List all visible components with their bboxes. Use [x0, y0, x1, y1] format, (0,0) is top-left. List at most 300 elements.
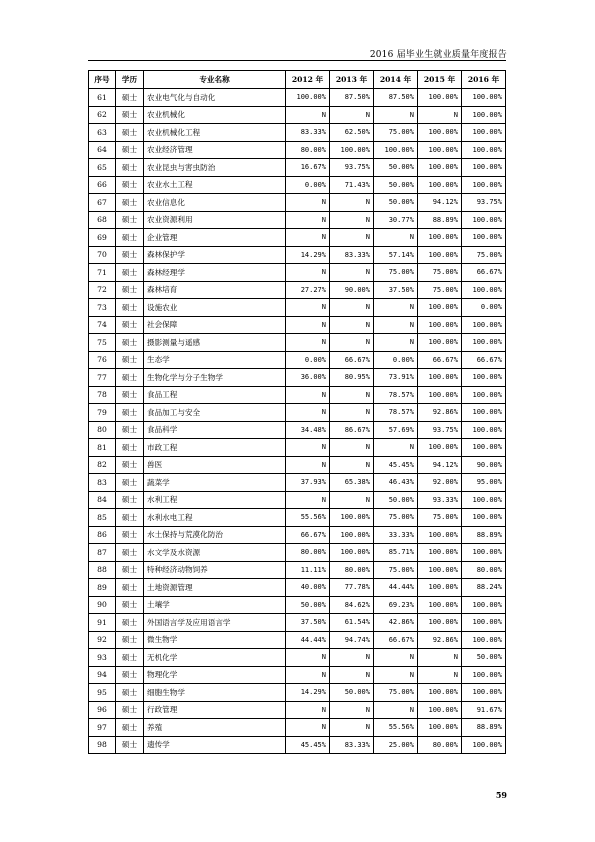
- rate-2016-cell: 100.00%: [462, 229, 506, 247]
- major-name-cell: 市政工程: [144, 439, 286, 457]
- rate-2016-cell: 100.00%: [462, 421, 506, 439]
- major-name-cell: 农业水土工程: [144, 176, 286, 194]
- rate-2013-cell: 100.00%: [330, 509, 374, 527]
- rate-2012-cell: N: [286, 316, 330, 334]
- rate-2012-cell: N: [286, 701, 330, 719]
- table-row: [89, 649, 506, 667]
- degree-cell: 硕士: [116, 211, 144, 229]
- rate-2012-cell: 34.48%: [286, 421, 330, 439]
- rate-2016-cell: 100.00%: [462, 159, 506, 177]
- rate-2014-cell: 50.00%: [374, 491, 418, 509]
- column-header: 2013 年: [330, 71, 374, 89]
- table-row: [89, 614, 506, 632]
- rate-2012-cell: N: [286, 194, 330, 212]
- table-row: [89, 561, 506, 579]
- rate-2013-cell: 100.00%: [330, 526, 374, 544]
- rate-2015-cell: 100.00%: [418, 141, 462, 159]
- rate-2012-cell: N: [286, 404, 330, 422]
- rate-2013-cell: N: [330, 649, 374, 667]
- degree-cell: 硕士: [116, 544, 144, 562]
- major-name-cell: 农业资源利用: [144, 211, 286, 229]
- row-index-cell: 88: [89, 561, 116, 579]
- rate-2015-cell: 92.00%: [418, 474, 462, 492]
- row-index-cell: 67: [89, 194, 116, 212]
- rate-2013-cell: 62.50%: [330, 124, 374, 142]
- major-name-cell: 水文学及水资源: [144, 544, 286, 562]
- rate-2016-cell: 100.00%: [462, 141, 506, 159]
- major-name-cell: 兽医: [144, 456, 286, 474]
- rate-2014-cell: 75.00%: [374, 509, 418, 527]
- major-name-cell: 食品加工与安全: [144, 404, 286, 422]
- rate-2012-cell: N: [286, 229, 330, 247]
- rate-2016-cell: 100.00%: [462, 736, 506, 754]
- table-row: [89, 264, 506, 282]
- rate-2014-cell: 50.00%: [374, 194, 418, 212]
- major-name-cell: 行政管理: [144, 701, 286, 719]
- major-name-cell: 农业电气化与自动化: [144, 89, 286, 107]
- rate-2013-cell: N: [330, 404, 374, 422]
- rate-2013-cell: N: [330, 264, 374, 282]
- rate-2013-cell: 50.00%: [330, 684, 374, 702]
- rate-2016-cell: 75.00%: [462, 246, 506, 264]
- rate-2013-cell: 65.38%: [330, 474, 374, 492]
- rate-2014-cell: N: [374, 316, 418, 334]
- rate-2012-cell: N: [286, 106, 330, 124]
- rate-2016-cell: 0.00%: [462, 299, 506, 317]
- degree-cell: 硕士: [116, 386, 144, 404]
- degree-cell: 硕士: [116, 474, 144, 492]
- degree-cell: 硕士: [116, 631, 144, 649]
- rate-2014-cell: 100.00%: [374, 141, 418, 159]
- rate-2016-cell: 100.00%: [462, 369, 506, 387]
- rate-2015-cell: 100.00%: [418, 684, 462, 702]
- table-row: [89, 351, 506, 369]
- table-row: [89, 369, 506, 387]
- rate-2016-cell: 100.00%: [462, 596, 506, 614]
- degree-cell: 硕士: [116, 159, 144, 177]
- rate-2015-cell: 93.75%: [418, 421, 462, 439]
- rate-2015-cell: 66.67%: [418, 351, 462, 369]
- rate-2013-cell: 94.74%: [330, 631, 374, 649]
- row-index-cell: 81: [89, 439, 116, 457]
- rate-2013-cell: 87.50%: [330, 89, 374, 107]
- table-row: [89, 229, 506, 247]
- rate-2015-cell: 100.00%: [418, 386, 462, 404]
- rate-2016-cell: 88.89%: [462, 526, 506, 544]
- rate-2015-cell: 94.12%: [418, 456, 462, 474]
- table-row: [89, 456, 506, 474]
- rate-2016-cell: 100.00%: [462, 316, 506, 334]
- rate-2015-cell: 75.00%: [418, 281, 462, 299]
- degree-cell: 硕士: [116, 124, 144, 142]
- row-index-cell: 98: [89, 736, 116, 754]
- rate-2014-cell: 57.14%: [374, 246, 418, 264]
- rate-2014-cell: 75.00%: [374, 684, 418, 702]
- rate-2015-cell: 100.00%: [418, 526, 462, 544]
- rate-2014-cell: 30.77%: [374, 211, 418, 229]
- degree-cell: 硕士: [116, 264, 144, 282]
- rate-2012-cell: 55.56%: [286, 509, 330, 527]
- table-body: [89, 89, 506, 754]
- rate-2013-cell: N: [330, 439, 374, 457]
- column-header: 序号: [89, 71, 116, 89]
- row-index-cell: 64: [89, 141, 116, 159]
- rate-2012-cell: N: [286, 439, 330, 457]
- major-name-cell: 摄影测量与遥感: [144, 334, 286, 352]
- rate-2015-cell: 100.00%: [418, 561, 462, 579]
- row-index-cell: 97: [89, 719, 116, 737]
- table-row: [89, 596, 506, 614]
- rate-2012-cell: 37.93%: [286, 474, 330, 492]
- rate-2012-cell: N: [286, 386, 330, 404]
- rate-2013-cell: 100.00%: [330, 544, 374, 562]
- rate-2016-cell: 93.75%: [462, 194, 506, 212]
- table-row: [89, 141, 506, 159]
- rate-2012-cell: 66.67%: [286, 526, 330, 544]
- table-row: [89, 509, 506, 527]
- rate-2015-cell: 100.00%: [418, 299, 462, 317]
- rate-2013-cell: N: [330, 211, 374, 229]
- major-name-cell: 食品工程: [144, 386, 286, 404]
- employment-rate-table: [88, 70, 506, 754]
- rate-2013-cell: 80.00%: [330, 561, 374, 579]
- row-index-cell: 65: [89, 159, 116, 177]
- rate-2013-cell: 93.75%: [330, 159, 374, 177]
- table-row: [89, 666, 506, 684]
- rate-2015-cell: 94.12%: [418, 194, 462, 212]
- rate-2013-cell: 100.00%: [330, 141, 374, 159]
- degree-cell: 硕士: [116, 404, 144, 422]
- degree-cell: 硕士: [116, 421, 144, 439]
- rate-2014-cell: N: [374, 229, 418, 247]
- rate-2012-cell: 40.00%: [286, 579, 330, 597]
- rate-2015-cell: 100.00%: [418, 369, 462, 387]
- rate-2015-cell: 92.86%: [418, 631, 462, 649]
- degree-cell: 硕士: [116, 89, 144, 107]
- rate-2016-cell: 100.00%: [462, 211, 506, 229]
- rate-2012-cell: N: [286, 264, 330, 282]
- column-header: 2014 年: [374, 71, 418, 89]
- row-index-cell: 85: [89, 509, 116, 527]
- row-index-cell: 62: [89, 106, 116, 124]
- rate-2013-cell: 90.00%: [330, 281, 374, 299]
- degree-cell: 硕士: [116, 491, 144, 509]
- rate-2016-cell: 100.00%: [462, 106, 506, 124]
- degree-cell: 硕士: [116, 246, 144, 264]
- major-name-cell: 微生物学: [144, 631, 286, 649]
- rate-2015-cell: 100.00%: [418, 701, 462, 719]
- row-index-cell: 63: [89, 124, 116, 142]
- row-index-cell: 76: [89, 351, 116, 369]
- row-index-cell: 90: [89, 596, 116, 614]
- rate-2014-cell: 50.00%: [374, 159, 418, 177]
- major-name-cell: 水土保持与荒漠化防治: [144, 526, 286, 544]
- table-row: [89, 631, 506, 649]
- major-name-cell: 农业机械化工程: [144, 124, 286, 142]
- row-index-cell: 94: [89, 666, 116, 684]
- major-name-cell: 企业管理: [144, 229, 286, 247]
- table-row: [89, 176, 506, 194]
- rate-2016-cell: 88.89%: [462, 719, 506, 737]
- rate-2012-cell: 27.27%: [286, 281, 330, 299]
- rate-2016-cell: 95.00%: [462, 474, 506, 492]
- table-row: [89, 421, 506, 439]
- rate-2012-cell: 37.50%: [286, 614, 330, 632]
- degree-cell: 硕士: [116, 334, 144, 352]
- rate-2012-cell: 0.00%: [286, 351, 330, 369]
- rate-2014-cell: 69.23%: [374, 596, 418, 614]
- major-name-cell: 食品科学: [144, 421, 286, 439]
- degree-cell: 硕士: [116, 579, 144, 597]
- rate-2015-cell: N: [418, 649, 462, 667]
- degree-cell: 硕士: [116, 456, 144, 474]
- major-name-cell: 无机化学: [144, 649, 286, 667]
- table-row: [89, 246, 506, 264]
- degree-cell: 硕士: [116, 194, 144, 212]
- rate-2014-cell: 25.00%: [374, 736, 418, 754]
- major-name-cell: 细胞生物学: [144, 684, 286, 702]
- rate-2015-cell: 75.00%: [418, 509, 462, 527]
- table-row: [89, 281, 506, 299]
- degree-cell: 硕士: [116, 526, 144, 544]
- rate-2013-cell: 61.54%: [330, 614, 374, 632]
- row-index-cell: 95: [89, 684, 116, 702]
- table-row: [89, 299, 506, 317]
- rate-2014-cell: 85.71%: [374, 544, 418, 562]
- major-name-cell: 遗传学: [144, 736, 286, 754]
- table-row: [89, 474, 506, 492]
- rate-2015-cell: 100.00%: [418, 176, 462, 194]
- rate-2013-cell: N: [330, 106, 374, 124]
- rate-2015-cell: 100.00%: [418, 89, 462, 107]
- major-name-cell: 水利工程: [144, 491, 286, 509]
- row-index-cell: 83: [89, 474, 116, 492]
- degree-cell: 硕士: [116, 614, 144, 632]
- rate-2014-cell: N: [374, 701, 418, 719]
- rate-2015-cell: 100.00%: [418, 229, 462, 247]
- row-index-cell: 66: [89, 176, 116, 194]
- row-index-cell: 89: [89, 579, 116, 597]
- rate-2015-cell: 100.00%: [418, 579, 462, 597]
- degree-cell: 硕士: [116, 719, 144, 737]
- degree-cell: 硕士: [116, 439, 144, 457]
- major-name-cell: 农业昆虫与害虫防治: [144, 159, 286, 177]
- row-index-cell: 68: [89, 211, 116, 229]
- rate-2014-cell: N: [374, 106, 418, 124]
- rate-2014-cell: 78.57%: [374, 386, 418, 404]
- degree-cell: 硕士: [116, 316, 144, 334]
- rate-2016-cell: 100.00%: [462, 89, 506, 107]
- major-name-cell: 生态学: [144, 351, 286, 369]
- rate-2015-cell: 100.00%: [418, 544, 462, 562]
- rate-2016-cell: 100.00%: [462, 666, 506, 684]
- table-row: [89, 194, 506, 212]
- table-row: [89, 684, 506, 702]
- degree-cell: 硕士: [116, 649, 144, 667]
- rate-2013-cell: 83.33%: [330, 246, 374, 264]
- rate-2014-cell: 57.69%: [374, 421, 418, 439]
- row-index-cell: 77: [89, 369, 116, 387]
- rate-2013-cell: 66.67%: [330, 351, 374, 369]
- rate-2012-cell: 0.00%: [286, 176, 330, 194]
- table-row: [89, 701, 506, 719]
- table-row: [89, 386, 506, 404]
- major-name-cell: 社会保障: [144, 316, 286, 334]
- rate-2014-cell: 78.57%: [374, 404, 418, 422]
- major-name-cell: 设施农业: [144, 299, 286, 317]
- rate-2015-cell: 100.00%: [418, 316, 462, 334]
- rate-2013-cell: 83.33%: [330, 736, 374, 754]
- rate-2012-cell: 14.29%: [286, 684, 330, 702]
- rate-2016-cell: 66.67%: [462, 351, 506, 369]
- page-number: 59: [495, 790, 507, 800]
- table-row: [89, 124, 506, 142]
- rate-2014-cell: N: [374, 666, 418, 684]
- rate-2015-cell: 100.00%: [418, 124, 462, 142]
- rate-2014-cell: N: [374, 649, 418, 667]
- rate-2016-cell: 100.00%: [462, 334, 506, 352]
- rate-2015-cell: 93.33%: [418, 491, 462, 509]
- rate-2012-cell: N: [286, 649, 330, 667]
- degree-cell: 硕士: [116, 106, 144, 124]
- major-name-cell: 森林保护学: [144, 246, 286, 264]
- rate-2012-cell: 45.45%: [286, 736, 330, 754]
- rate-2015-cell: 100.00%: [418, 246, 462, 264]
- rate-2015-cell: 100.00%: [418, 439, 462, 457]
- row-index-cell: 75: [89, 334, 116, 352]
- degree-cell: 硕士: [116, 561, 144, 579]
- rate-2014-cell: 37.50%: [374, 281, 418, 299]
- major-name-cell: 特种经济动物饲养: [144, 561, 286, 579]
- rate-2014-cell: 0.00%: [374, 351, 418, 369]
- rate-2013-cell: 80.95%: [330, 369, 374, 387]
- rate-2012-cell: 16.67%: [286, 159, 330, 177]
- rate-2016-cell: 100.00%: [462, 124, 506, 142]
- rate-2014-cell: 75.00%: [374, 264, 418, 282]
- degree-cell: 硕士: [116, 176, 144, 194]
- rate-2012-cell: N: [286, 719, 330, 737]
- rate-2013-cell: N: [330, 386, 374, 404]
- rate-2013-cell: N: [330, 456, 374, 474]
- rate-2015-cell: 100.00%: [418, 596, 462, 614]
- rate-2014-cell: 46.43%: [374, 474, 418, 492]
- rate-2012-cell: 11.11%: [286, 561, 330, 579]
- rate-2012-cell: N: [286, 334, 330, 352]
- major-name-cell: 土地资源管理: [144, 579, 286, 597]
- rate-2016-cell: 100.00%: [462, 386, 506, 404]
- rate-2012-cell: N: [286, 211, 330, 229]
- row-index-cell: 74: [89, 316, 116, 334]
- row-index-cell: 92: [89, 631, 116, 649]
- rate-2015-cell: 100.00%: [418, 614, 462, 632]
- rate-2012-cell: N: [286, 491, 330, 509]
- column-header: 2012 年: [286, 71, 330, 89]
- degree-cell: 硕士: [116, 351, 144, 369]
- major-name-cell: 农业信息化: [144, 194, 286, 212]
- row-index-cell: 87: [89, 544, 116, 562]
- rate-2013-cell: 86.67%: [330, 421, 374, 439]
- degree-cell: 硕士: [116, 666, 144, 684]
- table-row: [89, 544, 506, 562]
- rate-2012-cell: 14.29%: [286, 246, 330, 264]
- rate-2012-cell: 80.00%: [286, 544, 330, 562]
- degree-cell: 硕士: [116, 141, 144, 159]
- rate-2015-cell: 92.86%: [418, 404, 462, 422]
- rate-2015-cell: N: [418, 666, 462, 684]
- degree-cell: 硕士: [116, 701, 144, 719]
- rate-2016-cell: 88.24%: [462, 579, 506, 597]
- table-row: [89, 106, 506, 124]
- row-index-cell: 86: [89, 526, 116, 544]
- rate-2012-cell: N: [286, 666, 330, 684]
- rate-2016-cell: 100.00%: [462, 404, 506, 422]
- table-row: [89, 579, 506, 597]
- rate-2012-cell: 50.00%: [286, 596, 330, 614]
- rate-2016-cell: 100.00%: [462, 614, 506, 632]
- column-header: 2016 年: [462, 71, 506, 89]
- table-row: [89, 334, 506, 352]
- degree-cell: 硕士: [116, 281, 144, 299]
- rate-2013-cell: N: [330, 299, 374, 317]
- row-index-cell: 84: [89, 491, 116, 509]
- rate-2015-cell: 80.00%: [418, 736, 462, 754]
- rate-2014-cell: 42.86%: [374, 614, 418, 632]
- rate-2012-cell: 100.00%: [286, 89, 330, 107]
- rate-2013-cell: N: [330, 719, 374, 737]
- rate-2016-cell: 80.00%: [462, 561, 506, 579]
- major-name-cell: 物理化学: [144, 666, 286, 684]
- table-row: [89, 404, 506, 422]
- row-index-cell: 78: [89, 386, 116, 404]
- row-index-cell: 82: [89, 456, 116, 474]
- rate-2012-cell: 80.00%: [286, 141, 330, 159]
- degree-cell: 硕士: [116, 736, 144, 754]
- row-index-cell: 79: [89, 404, 116, 422]
- major-name-cell: 外国语言学及应用语言学: [144, 614, 286, 632]
- degree-cell: 硕士: [116, 596, 144, 614]
- major-name-cell: 养殖: [144, 719, 286, 737]
- column-header: 2015 年: [418, 71, 462, 89]
- major-name-cell: 森林经理学: [144, 264, 286, 282]
- major-name-cell: 蔬菜学: [144, 474, 286, 492]
- table-row: [89, 159, 506, 177]
- major-name-cell: 森林培育: [144, 281, 286, 299]
- major-name-cell: 土壤学: [144, 596, 286, 614]
- row-index-cell: 71: [89, 264, 116, 282]
- table-row: [89, 736, 506, 754]
- table-row: [89, 491, 506, 509]
- rate-2014-cell: 44.44%: [374, 579, 418, 597]
- row-index-cell: 80: [89, 421, 116, 439]
- rate-2016-cell: 50.00%: [462, 649, 506, 667]
- rate-2013-cell: N: [330, 229, 374, 247]
- degree-cell: 硕士: [116, 509, 144, 527]
- major-name-cell: 农业经济管理: [144, 141, 286, 159]
- rate-2016-cell: 100.00%: [462, 544, 506, 562]
- header-divider: [88, 60, 506, 61]
- table-row: [89, 719, 506, 737]
- rate-2013-cell: N: [330, 316, 374, 334]
- rate-2014-cell: 33.33%: [374, 526, 418, 544]
- rate-2012-cell: N: [286, 299, 330, 317]
- rate-2014-cell: 75.00%: [374, 124, 418, 142]
- rate-2016-cell: 100.00%: [462, 281, 506, 299]
- row-index-cell: 70: [89, 246, 116, 264]
- major-name-cell: 水利水电工程: [144, 509, 286, 527]
- rate-2014-cell: N: [374, 334, 418, 352]
- rate-2013-cell: 77.78%: [330, 579, 374, 597]
- major-name-cell: 农业机械化: [144, 106, 286, 124]
